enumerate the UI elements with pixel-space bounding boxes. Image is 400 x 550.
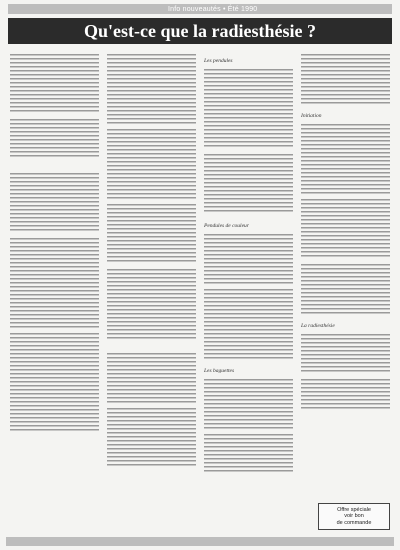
subheading: Les pendules [204,58,233,64]
paragraph [204,379,293,429]
page-title: Qu'est-ce que la radiesthésie ? [84,20,316,41]
subheading: Pendules de couleur [204,223,249,229]
paragraph [10,173,99,233]
paragraph [107,54,196,124]
paragraph [10,54,99,114]
paragraph [301,199,390,259]
footer-bar [6,537,394,546]
paragraph [204,434,293,474]
paragraph [10,119,99,159]
paragraph [107,408,196,468]
paragraph [301,54,390,104]
info-bar: Info nouveautés • Été 1990 [8,4,392,14]
column-4 [301,54,390,534]
paragraph [301,264,390,314]
paragraph [204,289,293,359]
paragraph [107,269,196,339]
subheading: Initiation [301,113,322,119]
paragraph [204,234,293,284]
paragraph [204,69,293,149]
paragraph [301,334,390,374]
title-bar [8,18,392,44]
paragraph [10,333,99,433]
offer-line: de commande [336,519,372,526]
offer-line: voir bon [344,513,364,519]
paragraph [301,379,390,409]
offer-box [318,503,390,531]
subheading: Les baguettes [204,368,235,374]
paragraph [107,204,196,264]
column-3 [204,54,293,534]
offer-line: Offre spéciale [337,506,371,513]
paragraph [204,154,293,214]
column-1 [10,54,99,534]
article-columns [6,54,394,534]
paragraph [301,124,390,194]
column-2 [107,54,196,534]
subheading: La radiesthésie [301,323,335,329]
paragraph [107,353,196,403]
paragraph [107,129,196,199]
paragraph [10,238,99,328]
